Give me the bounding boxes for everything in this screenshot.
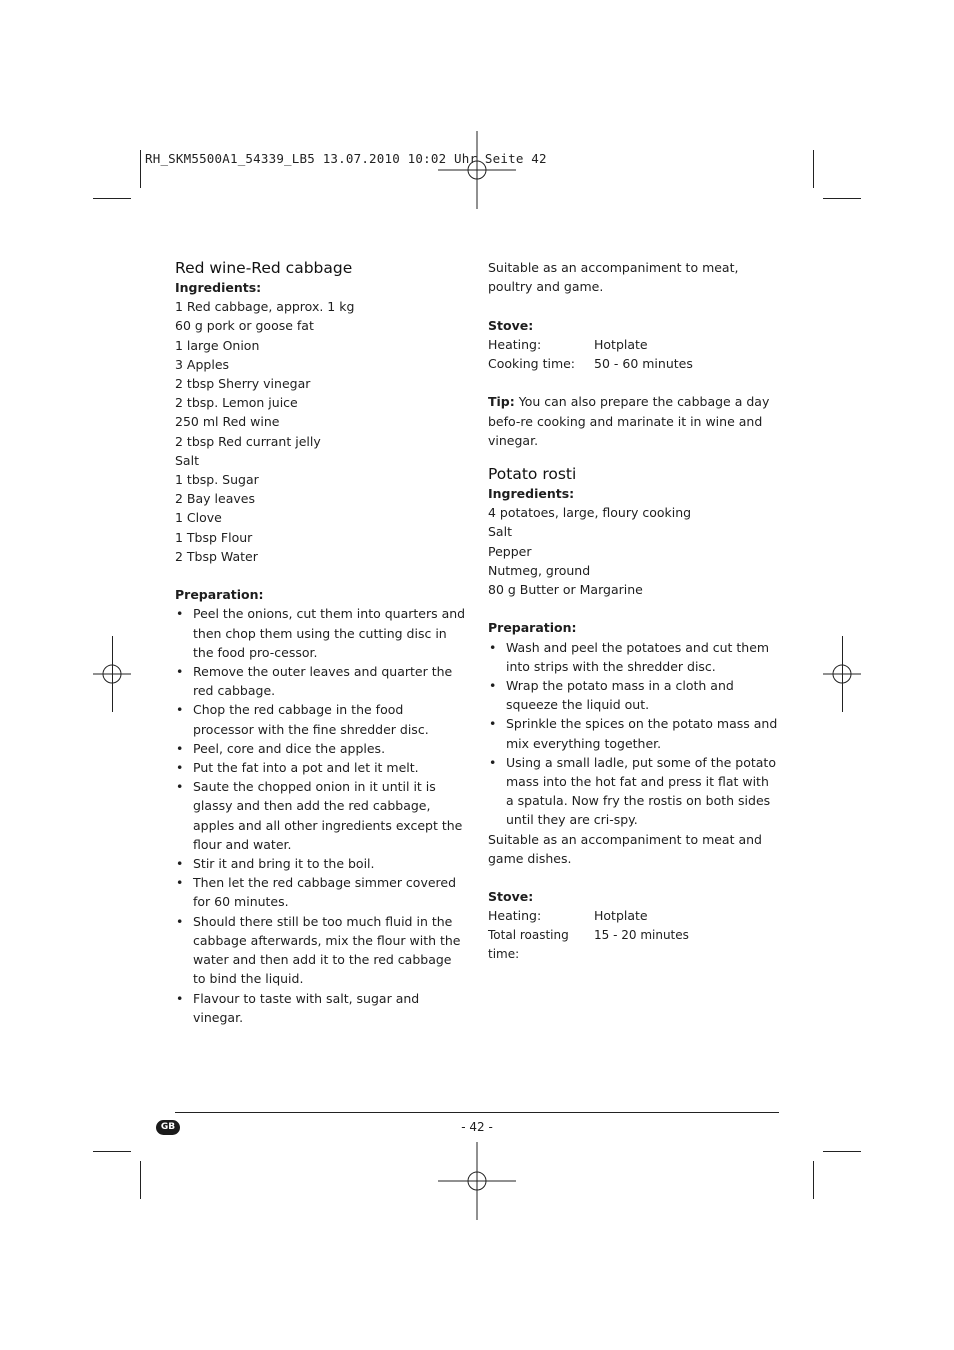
stove-heading: Stove: (488, 889, 534, 905)
ingredient-item: 250 ml Red wine (175, 414, 280, 430)
heating-value: Hotplate (594, 336, 648, 352)
ingredient-item: 3 Apples (175, 356, 230, 372)
language-badge: GB (156, 1120, 180, 1135)
ingredient-item: 1 Tbsp Flour (175, 529, 253, 545)
roasting-time-label: Total roasting time: (488, 927, 569, 961)
cooking-time-value: 50 - 60 minutes (594, 356, 693, 371)
ingredient-item: 2 tbsp Red currant jelly (175, 433, 321, 449)
ingredient-item: 1 Red cabbage, approx. 1 kg (175, 299, 355, 315)
preparation-step: • Should there still be too much fluid in the cabbage afterwards, mix the flour with the water and then add it to the red cabbage to bind the liquid. (175, 912, 467, 989)
preparation-step: • Chop the red cabbage in the food processor with the fine shredder disc. (175, 700, 467, 738)
preparation-step: • Saute the chopped onion in it until it is glassy and then add the red cabbage, apples and all other ingredients except the flour and water. (175, 777, 467, 854)
ingredient-item: 60 g pork or goose fat (175, 318, 314, 334)
footer-divider (175, 1112, 779, 1113)
preparation-step: • Sprinkle the spices on the potato mass and mix everything together. (488, 714, 780, 752)
crop-mark (93, 198, 131, 199)
serving-suggestion: Suitable as an accompaniment to meat, poultry and game. (488, 260, 739, 295)
preparation-step: • Flavour to taste with salt, sugar and vinegar. (175, 989, 467, 1027)
crop-mark (140, 150, 141, 188)
preparation-step: • Peel the onions, cut them into quarters and then chop them using the cutting disc in the food pro-cessor. (175, 604, 467, 662)
ingredient-item: 2 Tbsp Water (175, 548, 258, 564)
print-slug: RH_SKM5500A1_54339_LB5 13.07.2010 10:02 Uhr Seite 42 (145, 151, 547, 166)
ingredient-item: Pepper (488, 543, 532, 559)
crop-mark (813, 1161, 814, 1199)
ingredients-list (175, 297, 467, 566)
preparation-step: • Peel, core and dice the apples. (175, 739, 467, 758)
preparation-list (488, 638, 780, 830)
stove-heading: Stove: (488, 317, 534, 333)
crop-mark (823, 1151, 861, 1152)
page-number: - 42 - (461, 1120, 493, 1134)
ingredient-item: 2 tbsp. Lemon juice (175, 395, 298, 411)
ingredient-item: 1 Clove (175, 510, 222, 526)
registration-mark-icon (823, 635, 861, 713)
recipe-title-potato-rosti: Potato rosti (488, 465, 577, 483)
ingredient-item: Nutmeg, ground (488, 562, 591, 578)
ingredient-item: 2 Bay leaves (175, 491, 255, 507)
roasting-time-value: 15 - 20 minutes (594, 927, 689, 942)
roasting-time-row (488, 926, 780, 964)
preparation-heading: Preparation: (175, 587, 264, 603)
preparation-step: • Wash and peel the potatoes and cut them into strips with the shredder disc. (488, 638, 780, 676)
preparation-step: • Remove the outer leaves and quarter the red cabbage. (175, 662, 467, 700)
ingredient-item: Salt (175, 452, 199, 468)
tip-label: Tip: (488, 394, 515, 410)
registration-mark-icon (93, 635, 131, 713)
registration-mark-icon (438, 131, 516, 209)
cooking-time-label: Cooking time: (488, 356, 576, 371)
right-column (488, 258, 780, 964)
preparation-step: • Put the fat into a pot and let it melt. (175, 758, 467, 777)
heating-row (488, 335, 780, 354)
ingredient-item: 2 tbsp Sherry vinegar (175, 376, 311, 392)
ingredients-heading: Ingredients: (488, 486, 575, 501)
tip-text: You can also prepare the cabbage a day befo-re cooking and marinate it in wine and vinegar. (488, 394, 770, 448)
preparation-step: • Wrap the potato mass in a cloth and squeeze the liquid out. (488, 676, 780, 714)
crop-mark (823, 198, 861, 199)
preparation-step: • Then let the red cabbage simmer covered for 60 minutes. (175, 873, 467, 911)
serving-suggestion: Suitable as an accompaniment to meat and game dishes. (488, 831, 762, 866)
ingredient-item: 1 large Onion (175, 337, 260, 353)
ingredients-heading: Ingredients: (175, 280, 262, 295)
registration-mark-icon (438, 1142, 516, 1220)
crop-mark (813, 150, 814, 188)
heating-label: Heating: (488, 336, 542, 352)
preparation-heading: Preparation: (488, 620, 577, 636)
ingredient-item: 1 tbsp. Sugar (175, 472, 259, 488)
crop-mark (93, 1151, 131, 1152)
crop-mark (140, 1161, 141, 1199)
heating-value: Hotplate (594, 908, 648, 924)
tip-paragraph (488, 392, 780, 450)
preparation-step: • Stir it and bring it to the boil. (175, 854, 467, 873)
ingredient-item: 4 potatoes, large, floury cooking (488, 505, 692, 521)
cooking-time-row (488, 354, 780, 373)
ingredient-item: 80 g Butter or Margarine (488, 582, 643, 598)
preparation-step: • Using a small ladle, put some of the potato mass into the hot fat and press it flat with a spatula. Now fry the rostis on both sides until they are cri-spy. (488, 753, 780, 830)
recipe-title-red-cabbage: Red wine-Red cabbage (175, 259, 353, 277)
ingredient-item: Salt (488, 524, 512, 540)
heating-label: Heating: (488, 908, 542, 924)
heating-row (488, 906, 780, 925)
left-column (175, 258, 467, 1027)
preparation-list (175, 604, 467, 1026)
ingredients-list (488, 503, 780, 599)
